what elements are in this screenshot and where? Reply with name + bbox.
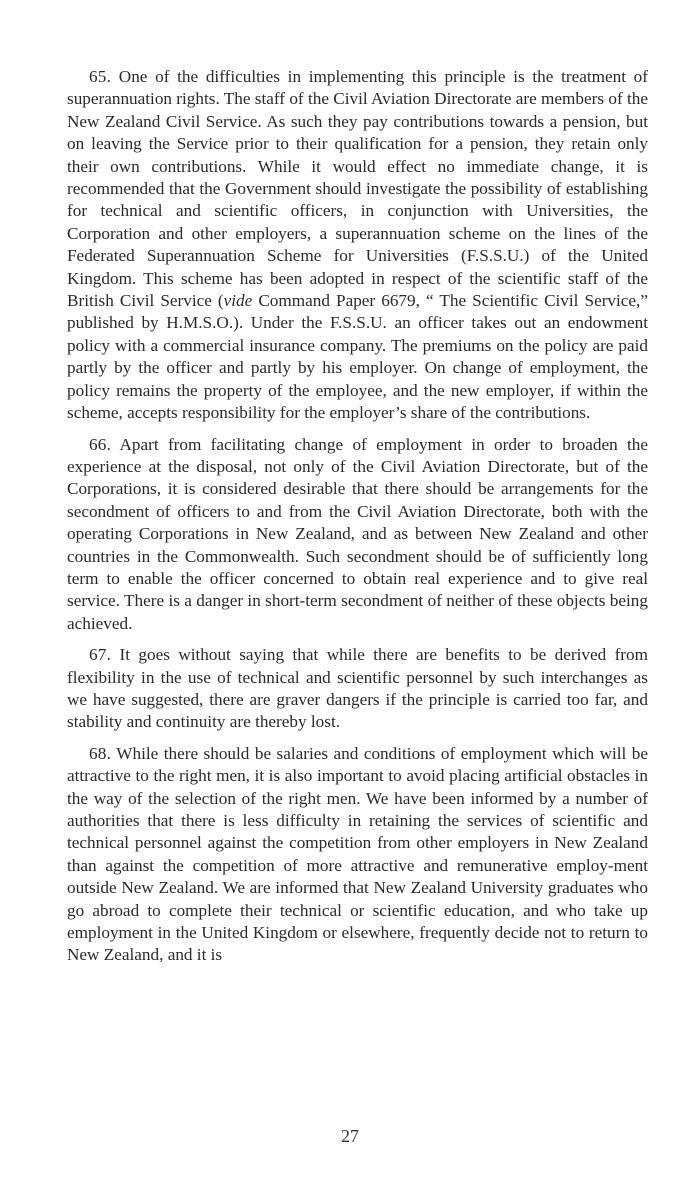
paragraph-text: While there should be salaries and conditions of employment which will be attractive to the right men, it is also important to avoid placing artificial obstacles in the way of the selection of the right men. We have been informed by a number of authorities that there is less difficulty in retaining the services of scientific and technical personnel against the competition from other employers in New Zealand than against the competition of more attractive and remunerative employ-ment outside New Zealand. We are informed that New Zealand University graduates who go abroad to complete their technical or scientific education, and who take up employment in the United Kingdom or elsewhere, frequently decide not to return to New Zealand, and it is	[67, 743, 648, 965]
paragraph-number: 67.	[89, 645, 112, 665]
document-page	[67, 66, 648, 976]
paragraph-text: It goes without saying that while there are benefits to be derived from flexibility in the use of technical and scientific personnel by such interchanges as we have suggested, there are graver dangers if the principle is carried too far, and stability and continuity are thereby lost.	[67, 645, 648, 732]
paragraph-67	[67, 644, 648, 734]
page-number: 27	[341, 1126, 359, 1146]
paragraph-text: Apart from facilitating change of employment in order to broaden the experience at the disposal, not only of the Civil Aviation Directorate, but of the Corporations, it is considered desirable that there should be arrangements for the secondment of officers to and from the Civil Aviation Directorate, both with the operating Corporations in New Zealand, and as between New Zealand and other countries in the Commonwealth. Such secondment should be of sufficiently long term to enable the officer concerned to obtain real experience and to give real service. There is a danger in short-term secondment of neither of these objects being achieved.	[67, 434, 648, 633]
paragraph-text-continued: Command Paper 6679, “ The Scientific Civil Service,” published by H.M.S.O.). Under the F.S.S.U. an officer takes out an endowment policy with a commercial insurance company. The premiums on the policy are paid partly by the officer and partly by his employer. On change of employment, the policy remains the property of the employee, and the new employer, if within the scheme, accepts responsibility for the employer’s share of the contributions.	[67, 291, 648, 423]
paragraph-68	[67, 743, 648, 967]
italic-term: vide	[223, 291, 253, 311]
paragraph-65	[67, 66, 648, 425]
paragraph-number: 66.	[89, 434, 112, 454]
paragraph-text: One of the difficulties in implementing this principle is the treatment of superannuation rights. The staff of the Civil Aviation Directorate are members of the New Zealand Civil Service. As such they pay contributions towards a pension, but on leaving the Service prior to their qualification for a pension, they retain only their own contributions. While it would effect no immediate change, it is recommended that the Government should investigate the possibility of establishing for technical and scientific officers, in conjunction with Universities, the Corporation and other employers, a superannuation scheme on the lines of the Federated Superannuation Scheme for Universities (F.S.S.U.) of the United Kingdom. This scheme has been adopted in respect of the scientific staff of the British Civil Service (	[67, 67, 648, 311]
paragraph-number: 65.	[89, 67, 112, 86]
paragraph-66	[67, 434, 648, 636]
paragraph-number: 68.	[89, 743, 112, 763]
